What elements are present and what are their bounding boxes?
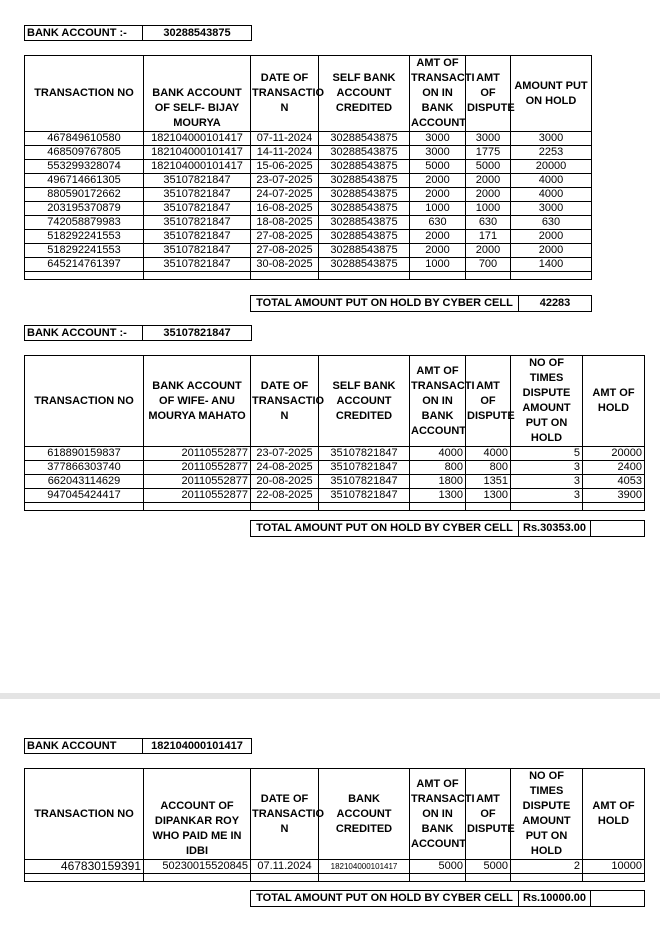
table-cell: 1000 [466, 202, 511, 216]
table-row [25, 475, 645, 489]
table-cell: 18-08-2025 [251, 216, 319, 230]
table-cell: 2000 [410, 230, 466, 244]
table-cell: 50230015520845 [144, 860, 251, 874]
account-label: BANK ACCOUNT :- [25, 26, 143, 41]
table-row [25, 132, 592, 146]
col-header: DATE OF TRANSACTIO N [251, 56, 319, 132]
table-cell: 496714661305 [25, 174, 144, 188]
table-row [25, 447, 645, 461]
table-cell: 14-11-2024 [251, 146, 319, 160]
table-cell: 742058879983 [25, 216, 144, 230]
table-cell: 2 [511, 860, 583, 874]
table-cell: 15-06-2025 [251, 160, 319, 174]
table-cell: 07-11-2024 [251, 132, 319, 146]
table-cell: 1351 [466, 475, 511, 489]
col-header: SELF BANK ACCOUNT CREDITED [319, 56, 410, 132]
table-cell: 30288543875 [319, 216, 410, 230]
table-cell: 35107821847 [144, 188, 251, 202]
table-cell: 700 [466, 258, 511, 272]
col-header: AMOUNT PUT ON HOLD [511, 56, 592, 132]
empty-cell [591, 521, 645, 537]
account-label: BANK ACCOUNT [25, 739, 143, 754]
table-cell: 30288543875 [319, 244, 410, 258]
table-cell: 5 [511, 447, 583, 461]
table-cell: 3000 [410, 146, 466, 160]
table-cell: 618890159837 [25, 447, 144, 461]
table-cell: 30-08-2025 [251, 258, 319, 272]
table-cell: 182104000101417 [319, 860, 410, 874]
account-number: 35107821847 [143, 326, 252, 341]
table-cell: 22-08-2025 [251, 489, 319, 503]
table-row [25, 216, 592, 230]
total-label: TOTAL AMOUNT PUT ON HOLD BY CYBER CELL [251, 891, 519, 907]
table-cell: 5000 [410, 160, 466, 174]
table-cell: 1400 [511, 258, 592, 272]
col-header: AMT OF HOLD [583, 356, 645, 447]
col-header: NO OF TIMES DISPUTE AMOUNT PUT ON HOLD [511, 769, 583, 860]
table-cell: 4000 [511, 188, 592, 202]
total-row-3 [250, 890, 645, 907]
col-header: AMT OF DISPUTE [466, 769, 511, 860]
table-cell: 5000 [466, 860, 511, 874]
col-header: TRANSACTION NO [25, 356, 144, 447]
table-cell: 2000 [511, 244, 592, 258]
table-row [25, 244, 592, 258]
table-cell: 5000 [466, 160, 511, 174]
table-cell: 23-07-2025 [251, 447, 319, 461]
col-header: ACCOUNT OF DIPANKAR ROY WHO PAID ME IN IDBI [144, 769, 251, 860]
table-cell: 3900 [583, 489, 645, 503]
col-header: BANK ACCOUNT OF WIFE- ANU MOURYA MAHATO [144, 356, 251, 447]
table-cell: 518292241553 [25, 230, 144, 244]
table-cell: 30288543875 [319, 132, 410, 146]
table-cell: 182104000101417 [144, 132, 251, 146]
table-cell: 377866303740 [25, 461, 144, 475]
table-cell: 3 [511, 475, 583, 489]
table-row [25, 146, 592, 160]
table-cell: 30288543875 [319, 146, 410, 160]
col-header: AMT OF HOLD [583, 769, 645, 860]
table-cell: 3 [511, 461, 583, 475]
col-header: BANK ACCOUNT CREDITED [319, 769, 410, 860]
table-cell: 5000 [410, 860, 466, 874]
table-row [25, 174, 592, 188]
total-value: Rs.10000.00 [519, 891, 591, 907]
table-cell: 1000 [410, 258, 466, 272]
table-cell: 2000 [466, 174, 511, 188]
table-cell: 203195370879 [25, 202, 144, 216]
table-cell: 947045424417 [25, 489, 144, 503]
col-header: NO OF TIMES DISPUTE AMOUNT PUT ON HOLD [511, 356, 583, 447]
table-cell: 20110552877 [144, 489, 251, 503]
col-header: AMT OF TRANSACTI ON IN BANK ACCOUNT [410, 769, 466, 860]
table-cell: 2400 [583, 461, 645, 475]
table-cell: 35107821847 [319, 475, 410, 489]
col-header: AMT OF TRANSACTI ON IN BANK ACCOUNT [410, 356, 466, 447]
table-cell: 07.11.2024 [251, 860, 319, 874]
table-cell: 800 [410, 461, 466, 475]
table-cell: 20110552877 [144, 475, 251, 489]
page-break [0, 693, 660, 699]
table-cell: 182104000101417 [144, 160, 251, 174]
table-cell: 30288543875 [319, 174, 410, 188]
table-row [25, 160, 592, 174]
transactions-table-3 [24, 768, 645, 882]
total-row-2 [250, 520, 645, 537]
account-header-1 [24, 25, 252, 41]
table-cell: 20110552877 [144, 447, 251, 461]
total-row-1 [250, 295, 592, 312]
table-cell: 1800 [410, 475, 466, 489]
account-label: BANK ACCOUNT :- [25, 326, 143, 341]
table-cell: 171 [466, 230, 511, 244]
table-cell: 800 [466, 461, 511, 475]
table-cell: 1300 [466, 489, 511, 503]
table-cell: 553299328074 [25, 160, 144, 174]
table-cell: 20-08-2025 [251, 475, 319, 489]
col-header: TRANSACTION NO [25, 769, 144, 860]
account-number: 30288543875 [143, 26, 252, 41]
col-header: TRANSACTION NO [25, 56, 144, 132]
table-cell: 662043114629 [25, 475, 144, 489]
table-cell: 35107821847 [144, 216, 251, 230]
total-value: 42283 [519, 296, 592, 312]
total-label: TOTAL AMOUNT PUT ON HOLD BY CYBER CELL [251, 521, 519, 537]
table-cell: 35107821847 [144, 202, 251, 216]
table-cell: 20000 [511, 160, 592, 174]
table-cell: 30288543875 [319, 258, 410, 272]
empty-cell [591, 891, 645, 907]
table-cell: 24-08-2025 [251, 461, 319, 475]
table-cell: 27-08-2025 [251, 230, 319, 244]
table-cell: 2000 [466, 188, 511, 202]
table-cell: 3000 [410, 132, 466, 146]
table-row [25, 461, 645, 475]
total-label: TOTAL AMOUNT PUT ON HOLD BY CYBER CELL [251, 296, 519, 312]
col-header: BANK ACCOUNT OF SELF- BIJAY MOURYA [144, 56, 251, 132]
table-cell: 2000 [410, 244, 466, 258]
table-cell: 3000 [466, 132, 511, 146]
total-value: Rs.30353.00 [519, 521, 591, 537]
table-cell: 20000 [583, 447, 645, 461]
table-cell: 1300 [410, 489, 466, 503]
table-cell: 1775 [466, 146, 511, 160]
table-row [25, 860, 645, 874]
table-cell: 880590172662 [25, 188, 144, 202]
table-cell: 24-07-2025 [251, 188, 319, 202]
col-header: AMT OF DISPUTE [466, 56, 511, 132]
table-row [25, 202, 592, 216]
account-number: 182104000101417 [143, 739, 252, 754]
table-cell: 3 [511, 489, 583, 503]
table-cell: 35107821847 [144, 230, 251, 244]
table-cell: 35107821847 [144, 244, 251, 258]
table-cell: 35107821847 [144, 174, 251, 188]
table-cell: 4000 [466, 447, 511, 461]
table-cell: 16-08-2025 [251, 202, 319, 216]
table-cell: 35107821847 [319, 461, 410, 475]
table-cell: 467830159391 [25, 860, 144, 874]
table-cell: 35107821847 [319, 489, 410, 503]
table-cell: 4000 [511, 174, 592, 188]
account-header-2 [24, 325, 252, 341]
table-cell: 30288543875 [319, 160, 410, 174]
table-row [25, 258, 592, 272]
table-cell: 645214761397 [25, 258, 144, 272]
table-cell: 35107821847 [144, 258, 251, 272]
table-cell: 3000 [511, 132, 592, 146]
transactions-table-2 [24, 355, 645, 511]
table-cell: 2000 [511, 230, 592, 244]
table-cell: 20110552877 [144, 461, 251, 475]
table-cell: 2000 [466, 244, 511, 258]
table-row [25, 489, 645, 503]
table-cell: 182104000101417 [144, 146, 251, 160]
table-cell: 467849610580 [25, 132, 144, 146]
table-cell: 2000 [410, 174, 466, 188]
table-cell: 30288543875 [319, 202, 410, 216]
table-cell: 27-08-2025 [251, 244, 319, 258]
table-cell: 30288543875 [319, 188, 410, 202]
table-cell: 630 [511, 216, 592, 230]
table-cell: 630 [410, 216, 466, 230]
col-header: AMT OF TRANSACTI ON IN BANK ACCOUNT [410, 56, 466, 132]
table-cell: 518292241553 [25, 244, 144, 258]
col-header: AMT OF DISPUTE [466, 356, 511, 447]
col-header: SELF BANK ACCOUNT CREDITED [319, 356, 410, 447]
table-cell: 23-07-2025 [251, 174, 319, 188]
table-cell: 35107821847 [319, 447, 410, 461]
table-cell: 468509767805 [25, 146, 144, 160]
table-cell: 4000 [410, 447, 466, 461]
account-header-3 [24, 738, 252, 754]
table-row [25, 188, 592, 202]
table-cell: 2000 [410, 188, 466, 202]
table-cell: 3000 [511, 202, 592, 216]
col-header: DATE OF TRANSACTIO N [251, 769, 319, 860]
table-cell: 630 [466, 216, 511, 230]
table-cell: 30288543875 [319, 230, 410, 244]
col-header: DATE OF TRANSACTIO N [251, 356, 319, 447]
transactions-table-1 [24, 55, 592, 280]
table-cell: 2253 [511, 146, 592, 160]
table-cell: 4053 [583, 475, 645, 489]
table-row [25, 230, 592, 244]
table-cell: 10000 [583, 860, 645, 874]
table-cell: 1000 [410, 202, 466, 216]
